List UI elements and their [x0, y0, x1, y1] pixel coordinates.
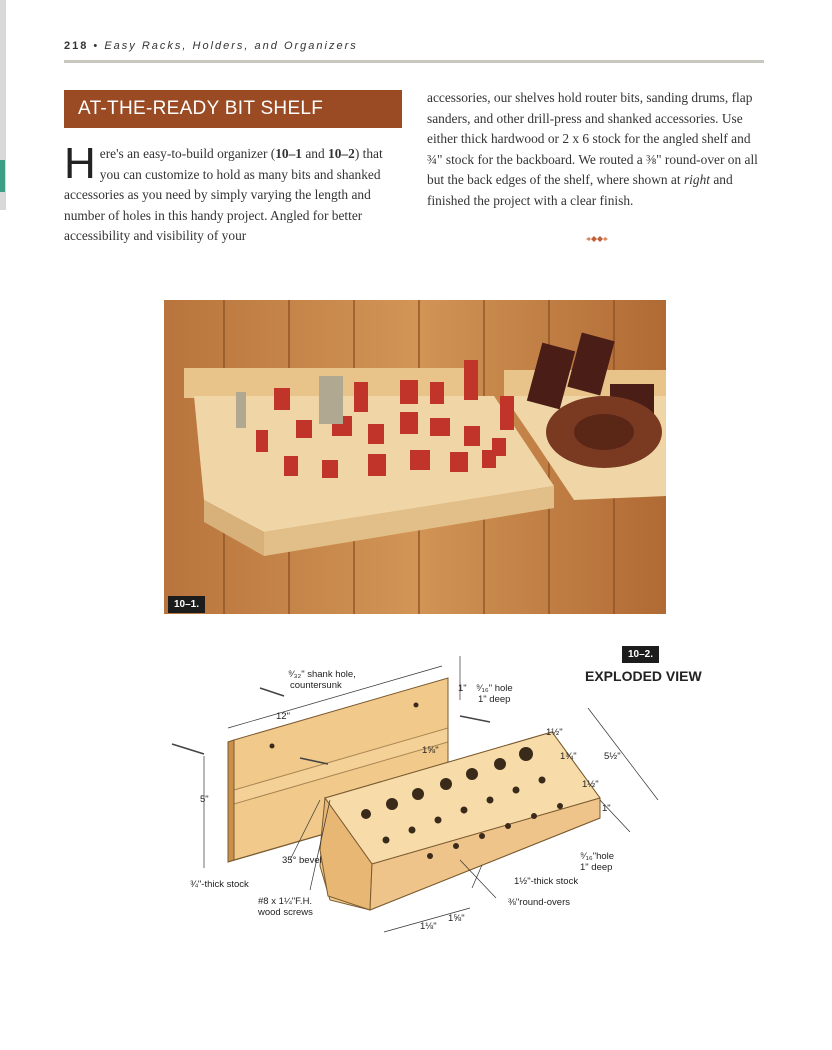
label-round-overs: ⅜"round-overs	[508, 897, 570, 908]
running-head	[64, 40, 358, 52]
label-bevel: 35° bevel	[282, 855, 322, 866]
label-5in: 5"	[200, 794, 209, 805]
label-1-5b: 1½"	[582, 779, 599, 790]
label-thick-stock-112: 1½"-thick stock	[514, 876, 579, 887]
left-text-post: ) that you can customize to hold as many bits and shanked accessories as you need by simply varying the length and number of holes in this handy project. Angled for better accessibility and visibility of your	[64, 146, 383, 244]
right-text-pre: accessories, our shelves hold router bits, sanding drums, flap sanders, and other drill-press and shanked accessories. Use either thick hardwood or 2 x 6 stock for the angled shelf and ¾" stock for the backboard. We routed a ⅜" round-over on all but the back edges of the shelf, where shown at	[427, 90, 758, 188]
ref-and: and	[302, 146, 329, 161]
label-1in-top: 1"	[458, 683, 467, 694]
label-hole-b: ⁹⁄₁₆"hole	[580, 851, 615, 862]
label-deep-a: 1" deep	[478, 694, 511, 705]
drop-cap: H	[64, 139, 96, 188]
diagram-title: EXPLODED VIEW	[585, 668, 702, 684]
diagram-figure-tag: 10–2.	[622, 646, 659, 663]
label-deep-b: 1" deep	[580, 862, 613, 873]
label-1-75: 1¾"	[560, 751, 577, 762]
label-screws-2: wood screws	[258, 907, 313, 918]
label-countersunk: countersunk	[290, 680, 342, 691]
label-bottom-b: 1⅝"	[448, 913, 465, 924]
exploded-view-diagram	[160, 650, 680, 950]
book-title: Easy Racks, Holders, and Organizers	[104, 40, 358, 52]
right-emphasis: right	[683, 172, 710, 188]
header-rule	[64, 60, 764, 63]
label-5-5: 5½"	[604, 751, 621, 762]
label-thick-stock-34: ¾"-thick stock	[190, 879, 249, 890]
left-column-text	[64, 139, 398, 247]
left-text-pre: ere's an easy-to-build organizer (	[99, 146, 276, 161]
article-title: AT-THE-READY BIT SHELF	[64, 90, 402, 128]
right-text-post: and finished the project with a clear finish.	[427, 172, 733, 208]
label-1in-right: 1"	[602, 803, 611, 814]
figure-ref-2: 10–2	[328, 146, 355, 161]
figure-ref-1: 10–1	[275, 146, 302, 161]
page-number: 218	[64, 40, 89, 52]
page-edge-tab	[0, 160, 5, 192]
end-ornament-icon	[586, 234, 608, 244]
label-12in: 12"	[276, 711, 290, 722]
right-column-text	[427, 88, 765, 212]
label-mid: 1⅝"	[422, 745, 439, 756]
bit-shelf-photo	[164, 300, 666, 614]
label-shank-hole: ⁹⁄₃₂" shank hole,	[288, 669, 356, 680]
photo-figure-tag: 10–1.	[168, 596, 205, 613]
label-bottom-a: 1⅛"	[420, 921, 437, 932]
label-screws-1: #8 x 1¼"F.H.	[258, 896, 313, 907]
label-hole-a: ⁹⁄₁₆" hole	[476, 683, 513, 694]
running-head-separator: •	[93, 40, 100, 52]
label-1-5a: 1½"	[546, 727, 563, 738]
